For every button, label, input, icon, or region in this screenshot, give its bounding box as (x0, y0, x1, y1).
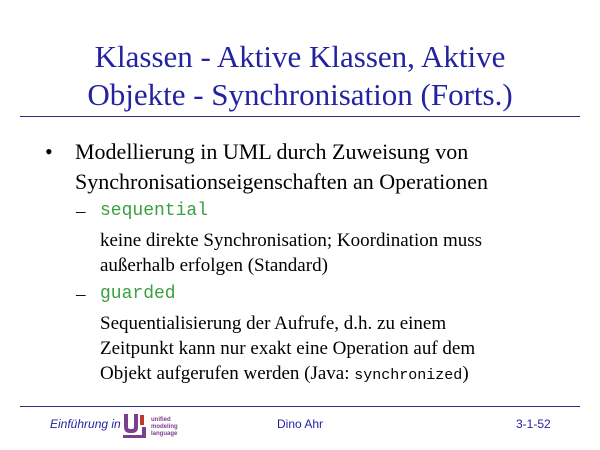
subitem-description (100, 228, 482, 278)
title-line-2: Objekte - Synchronisation (Forts.) (87, 77, 513, 112)
footer-author: Dino Ahr (277, 417, 324, 431)
desc-prefix: Objekt aufgerufen werden (Java: (100, 363, 355, 384)
desc-suffix: ) (462, 363, 469, 384)
subitem-description (100, 311, 475, 388)
dash-icon: – (76, 284, 86, 305)
uml-logo-icon (122, 413, 182, 439)
footer-divider (20, 406, 580, 407)
bullet-dot-icon: • (45, 139, 53, 164)
footer (0, 413, 600, 439)
bullet-line-1: Modellierung in UML durch Zuweisung von (75, 139, 469, 164)
desc-line: Sequentialisierung der Aufrufe, d.h. zu einem (100, 313, 447, 334)
code-synchronized: synchronized (354, 367, 463, 384)
desc-line: außerhalb erfolgen (Standard) (100, 255, 328, 276)
logo-word: unified (151, 417, 171, 423)
desc-line: Zeitpunkt kann nur exakt eine Operation auf dem (100, 338, 476, 359)
bullet-text (75, 137, 488, 197)
footer-intro: Einführung in (50, 417, 121, 431)
keyword-sequential: sequential (100, 201, 209, 221)
logo-word: modeling (151, 424, 178, 430)
title-line-1: Klassen - Aktive Klassen, Aktive (94, 39, 506, 74)
bullet-line-2: Synchronisationseigenschaften an Operationen (75, 169, 488, 194)
footer-page-number: 3-1-52 (516, 417, 551, 431)
desc-line: keine direkte Synchronisation; Koordination muss (100, 230, 483, 251)
desc-line (100, 361, 475, 388)
keyword-guarded: guarded (100, 284, 176, 304)
logo-word: language (151, 431, 178, 437)
slide-title (20, 38, 580, 114)
dash-icon: – (76, 201, 86, 222)
title-divider (20, 116, 580, 117)
